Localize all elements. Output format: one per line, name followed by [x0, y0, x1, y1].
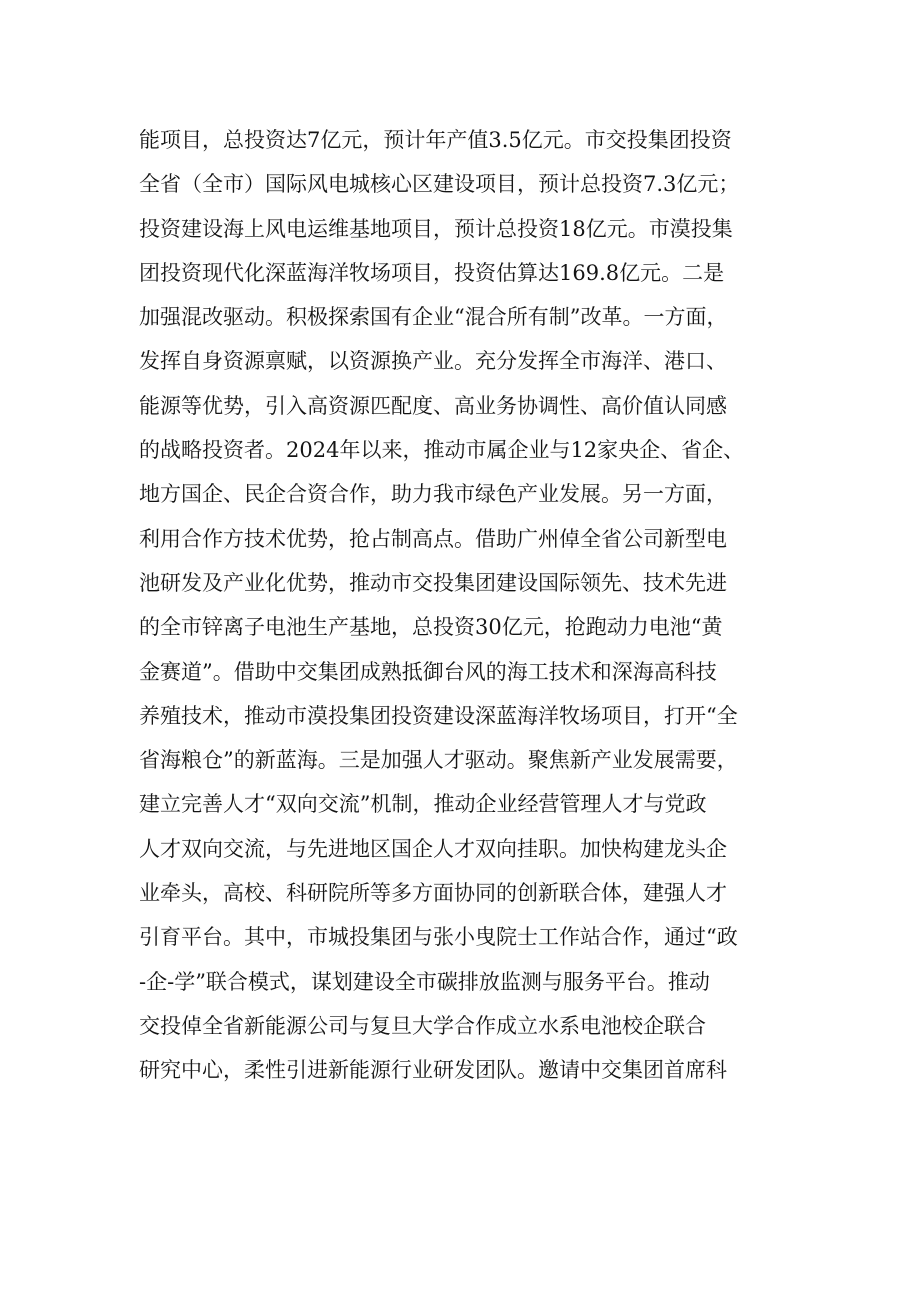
text-line: 地方国企、民企合资合作，助力我市绿色产业发展。另一方面， — [139, 482, 727, 507]
text-line: 池研发及产业化优势，推动市交投集团建设国际领先、技术先进 — [139, 570, 727, 595]
text-line: 人才双向交流，与先进地区国企人才双向挂职。加快构建龙头企 — [139, 836, 727, 861]
text-line: 团投资现代化深蓝海洋牧场项目，投资估算达169.8亿元。二是 — [139, 260, 725, 285]
text-line: 的全市锌离子电池生产基地，总投资30亿元，抢跑动力电池“黄 — [139, 615, 723, 640]
text-line: 利用合作方技术优势，抢占制高点。借助广州倬全省公司新型电 — [139, 526, 727, 551]
text-line: 加强混改驱动。积极探索国有企业“混合所有制”改革。一方面， — [139, 305, 728, 330]
text-line: -企-学”联合模式，谋划建设全市碳排放监测与服务平台。推动 — [139, 969, 710, 994]
text-line: 建立完善人才“双向交流”机制，推动企业经营管理人才与党政 — [139, 792, 707, 817]
text-line: 能项目，总投资达7亿元，预计年产值3.5亿元。市交投集团投资 — [139, 128, 732, 152]
text-line: 省海粮仓”的新蓝海。三是加强人才驱动。聚焦新产业发展需要， — [139, 748, 738, 773]
text-line: 金赛道”。借助中交集团成熟抵御台风的海工技术和深海高科技 — [139, 659, 717, 684]
text-line: 投资建设海上风电运维基地项目，预计总投资18亿元。市漠投集 — [139, 216, 733, 241]
text-line: 全省（全市）国际风电城核心区建设项目，预计总投资7.3亿元； — [139, 172, 740, 197]
text-line: 研究中心，柔性引进新能源行业研发团队。邀请中交集团首席科 — [139, 1058, 727, 1083]
text-line: 交投倬全省新能源公司与复旦大学合作成立水系电池校企联合 — [139, 1013, 706, 1038]
text-line: 的战略投资者。2024年以来，推动市属企业与12家央企、省企、 — [139, 438, 745, 463]
text-line: 引育平台。其中，市城投集团与张小曳院士工作站合作，通过“政 — [139, 925, 738, 950]
text-line: 业牵头，高校、科研院所等多方面协同的创新联合体，建强人才 — [139, 881, 727, 906]
body-text — [139, 118, 784, 1093]
text-line: 能源等优势，引入高资源匹配度、高业务协调性、高价值认同感 — [139, 393, 727, 418]
text-line: 发挥自身资源禀赋，以资源换产业。充分发挥全市海洋、港口、 — [139, 349, 727, 374]
text-line: 养殖技术，推动市漠投集团投资建设深蓝海洋牧场项目，打开“全 — [139, 703, 738, 728]
